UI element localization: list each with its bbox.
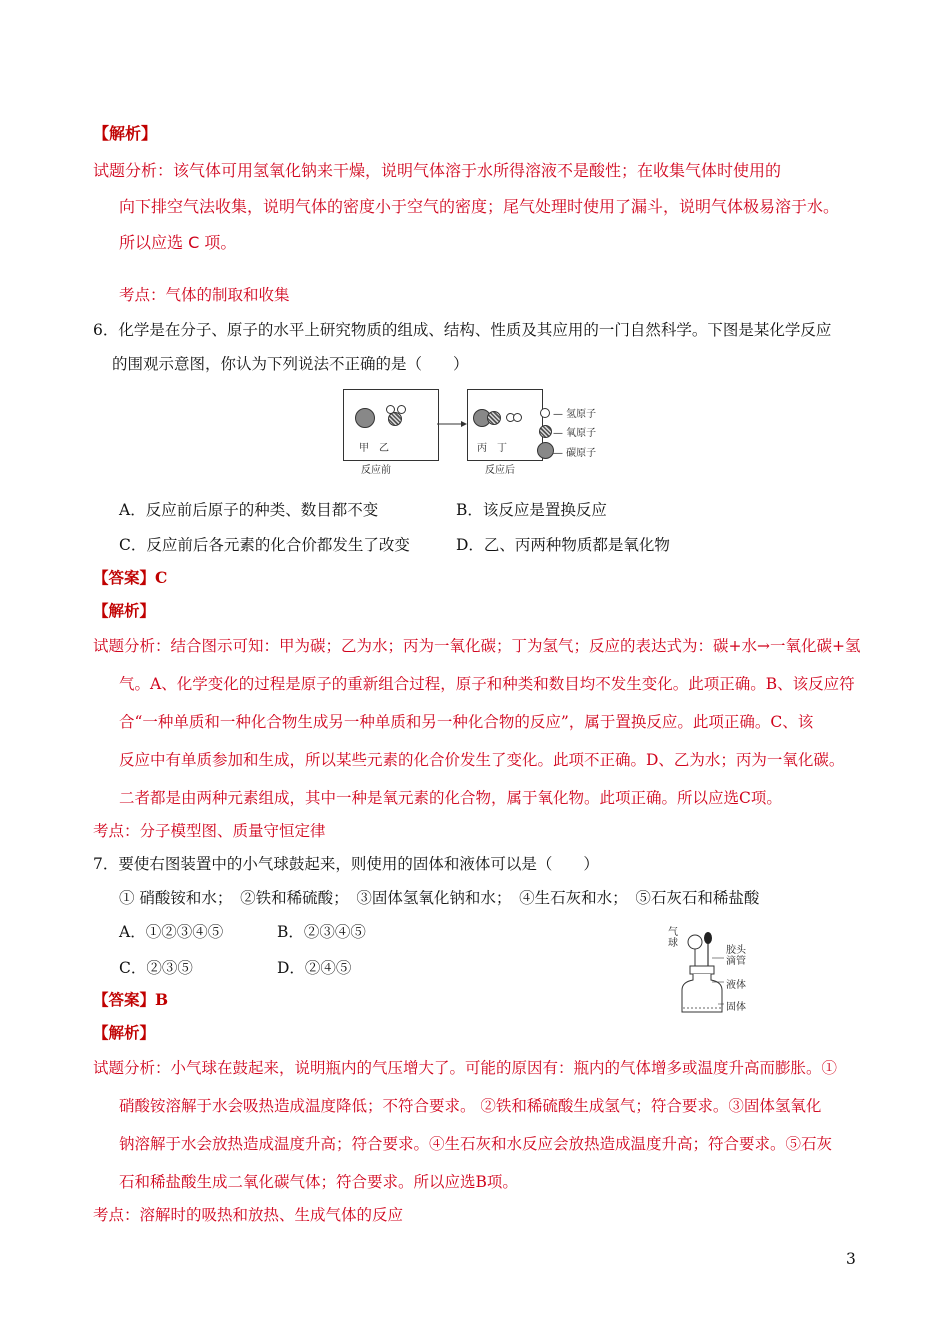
analysis-line: 气。A、化学变化的过程是原子的重新组合过程，原子和种类和数目均不发生变化。此项正确。B、该反应符	[119, 675, 855, 693]
q6-option-d: D．乙、丙两种物质都是氧化物	[456, 536, 670, 554]
analysis-line: 合“一种单质和一种化合物生成另一种单质和另一种化合物的反应”，属于置换反应。此项正确。C、该	[119, 713, 814, 731]
q6-option-b: B．该反应是置换反应	[456, 501, 607, 519]
dropper-label-2: 滴管	[726, 956, 746, 967]
oxygen-atom	[388, 412, 402, 426]
q6-stem-line1: 6．化学是在分子、原子的水平上研究物质的组成、结构、性质及其应用的一门自然科学。下图是某化学反应	[93, 321, 832, 339]
carbon-atom	[355, 408, 375, 428]
q7-stem-line1: 7．要使右图装置中的小气球鼓起来，则使用的固体和液体可以是（ ）	[93, 855, 599, 873]
legend-hydrogen-icon	[540, 408, 550, 418]
analysis-line: 石和稀盐酸生成二氧化碳气体；符合要求。所以应选B项。	[119, 1173, 518, 1191]
page-number: 3	[846, 1250, 856, 1268]
jiexi-heading-3: 【解析】	[93, 1023, 156, 1042]
q6-stem-line2: 的围观示意图，你认为下列说法不正确的是（ ）	[112, 355, 469, 373]
oxygen-atom	[487, 411, 501, 425]
q7-option-b: B．②③④⑤	[277, 923, 366, 941]
reaction-arrow-icon	[437, 419, 467, 429]
before-caption: 反应前	[361, 465, 391, 476]
q7-option-c: C．②③⑤	[119, 959, 193, 977]
kaodian-1: 考点：气体的制取和收集	[119, 286, 290, 304]
legend-oxygen: — 氧原子	[553, 428, 597, 439]
balloon-label: 气球	[668, 927, 678, 949]
q6-reaction-figure	[343, 389, 615, 477]
hydrogen-atom	[397, 405, 406, 414]
legend-hydrogen: — 氢原子	[553, 409, 597, 420]
before-labels: 甲 乙	[359, 443, 389, 454]
jiexi-heading-2: 【解析】	[93, 601, 156, 620]
analysis-line: 向下排空气法收集，说明气体的密度小于空气的密度；尾气处理时使用了漏斗，说明气体极易溶于水。	[119, 197, 840, 216]
analysis-line: 所以应选 C 项。	[119, 233, 237, 252]
legend-carbon-icon	[537, 442, 554, 459]
legend-oxygen-icon	[539, 425, 552, 438]
dropper-label-1: 胶头	[726, 945, 746, 956]
q7-option-d: D．②④⑤	[277, 959, 352, 977]
q6-answer: 【答案】C	[93, 568, 168, 587]
after-labels: 丙 丁	[477, 443, 507, 454]
q7-answer: 【答案】B	[93, 990, 169, 1009]
analysis-line: 试题分析：结合图示可知：甲为碳；乙为水；丙为一氧化碳；丁为氢气；反应的表达式为：碳+水→一氧化碳+氢	[93, 637, 861, 655]
analysis-line: 试题分析：该气体可用氢氧化钠来干燥，说明气体溶于水所得溶液不是酸性；在收集气体时使用的	[93, 161, 782, 180]
q6-option-c: C．反应前后各元素的化合价都发生了改变	[119, 536, 410, 554]
hydrogen-atom	[386, 405, 395, 414]
q7-stem-line2: ① 硝酸铵和水； ②铁和稀硫酸； ③固体氢氧化钠和水； ④生石灰和水； ⑤石灰石和稀盐酸	[119, 889, 760, 907]
liquid-label: 液体	[726, 980, 746, 991]
hydrogen-atom	[513, 413, 522, 422]
jiexi-heading-1: 【解析】	[93, 124, 158, 143]
analysis-line: 反应中有单质参加和生成，所以某些元素的化合价发生了变化。此项不正确。D、乙为水；丙为一氧化碳。	[119, 751, 845, 769]
analysis-line: 二者都是由两种元素组成，其中一种是氧元素的化合物，属于氧化物。此项正确。所以应选C项。	[119, 789, 782, 807]
analysis-line: 钠溶解于水会放热造成温度升高；符合要求。④生石灰和水反应会放热造成温度升高；符合要求。⑤石灰	[119, 1135, 833, 1153]
analysis-line: 硝酸铵溶解于水会吸热造成温度降低；不符合要求。 ②铁和稀硫酸生成氢气；符合要求。③固体氢氧化	[119, 1097, 822, 1115]
analysis-line: 试题分析：小气球在鼓起来，说明瓶内的气压增大了。可能的原因有：瓶内的气体增多或温度升高而膨胀。①	[93, 1059, 838, 1077]
after-caption: 反应后	[485, 465, 515, 476]
q7-option-a: A．①②③④⑤	[119, 923, 224, 941]
solid-label: 固体	[726, 1002, 746, 1013]
kaodian-3: 考点：溶解时的吸热和放热、生成气体的反应	[93, 1206, 404, 1224]
kaodian-2: 考点：分子模型图、质量守恒定律	[93, 822, 326, 840]
q6-option-a: A．反应前后原子的种类、数目都不变	[119, 501, 379, 519]
q7-apparatus-figure	[662, 924, 757, 1019]
legend-carbon: — 碳原子	[553, 448, 597, 459]
